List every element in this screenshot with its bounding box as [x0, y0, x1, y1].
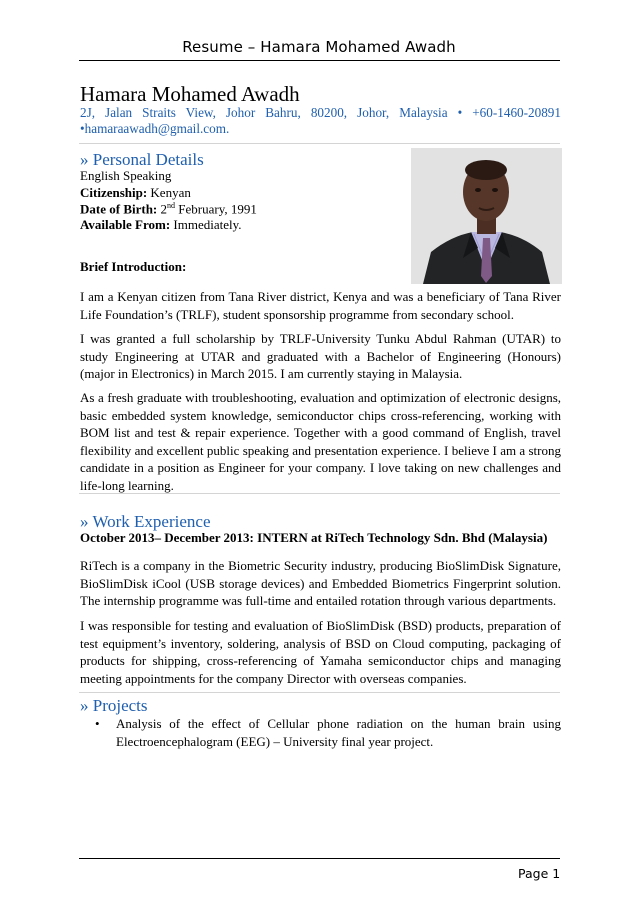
citizenship-line: Citizenship: Kenyan	[80, 185, 191, 200]
intro-paragraph-3: As a fresh graduate with troubleshooting, evaluation and optimization of electronic designs, basic embedded system knowledge, semiconductor chips cross-referencing, working with BOM list and test & repair experience. Together with a good command of English, travel flexibility and excellent public speaking and presentation experience. I believe I am a strong candidate in a position as Engineer for your company. I love taking on new challenges and life-long learning.	[80, 390, 561, 493]
project-item: Analysis of the effect of Cellular phone radiation on the human brain using Electroencephalogram (EEG) – University final year project.	[116, 716, 561, 749]
bullet-icon: •	[95, 716, 100, 731]
header-rule	[79, 60, 560, 61]
intro-heading: Brief Introduction:	[80, 259, 187, 274]
running-header: Resume – Hamara Mohamed Awadh	[182, 38, 456, 56]
double-chevron-icon: »	[80, 150, 89, 169]
section-heading-projects: » Projects	[80, 696, 148, 715]
intro-paragraph-2: I was granted a full scholarship by TRLF-University Tunku Abdul Rahman (UTAR) to study Engineering at UTAR and graduated with a Bachelor of Engineering (Honours) (major in Electronics) in March 2015. I am currently staying in Malaysia.	[80, 331, 561, 381]
contact-line: 2J, Jalan Straits View, Johor Bahru, 80200, Johor, Malaysia • +60-1460-20891	[80, 105, 561, 120]
work-paragraph-2: I was responsible for testing and evaluation of BioSlimDisk (BSD) products, preparation of test equipment’s inventory, soldering, analysis of BSD on Cloud computing, packaging of products for shipping, cross-referencing of Yamaha semiconductor chips and managing meeting appointments for the company Director with overseas companies.	[80, 618, 561, 686]
section-heading-work: » Work Experience	[80, 512, 211, 531]
availability-line: Available From: Immediately.	[80, 217, 242, 232]
double-chevron-icon: »	[80, 512, 89, 531]
section-divider	[79, 493, 560, 494]
profile-photo	[411, 148, 562, 284]
dob-line: Date of Birth: 2nd February, 1991	[80, 201, 257, 217]
page-number: Page 1	[518, 866, 561, 881]
footer-rule	[79, 858, 560, 859]
section-divider	[79, 692, 560, 693]
work-paragraph-1: RiTech is a company in the Biometric Security industry, producing BioSlimDisk Signature, BioSlimDisk iCool (USB storage devices) and Embedded Biometrics Fingerprint solution. The internship programme was full-time and entailed rotation through various departments.	[80, 558, 561, 608]
job-title: October 2013– December 2013: INTERN at RiTech Technology Sdn. Bhd (Malaysia)	[80, 530, 548, 545]
section-heading-personal: » Personal Details	[80, 150, 204, 169]
double-chevron-icon: »	[80, 696, 89, 715]
person-portrait-icon	[411, 148, 562, 284]
section-divider	[79, 143, 560, 144]
candidate-name: Hamara Mohamed Awadh	[80, 82, 300, 106]
language-line: English Speaking	[80, 168, 172, 183]
intro-paragraph-1: I am a Kenyan citizen from Tana River district, Kenya and was a beneficiary of Tana River Life Foundation’s (TRLF), student sponsorship programme from secondary school.	[80, 289, 561, 322]
contact-email: •hamaraawadh@gmail.com.	[80, 121, 230, 136]
